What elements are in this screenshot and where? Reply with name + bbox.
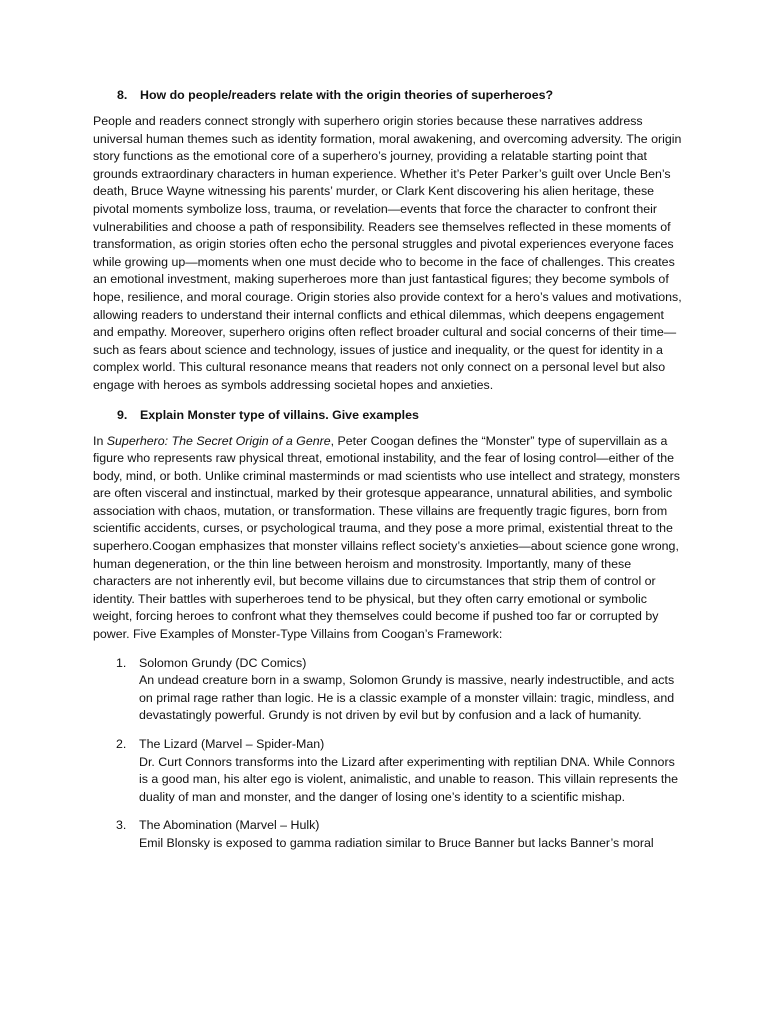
list-item-text: Emil Blonsky is exposed to gamma radiation similar to Bruce Banner but lacks Banner’s moral: [139, 835, 654, 850]
question-9-heading: [93, 406, 683, 424]
answer-9-text: , Peter Coogan defines the “Monster” type of supervillain as a figure who represents raw physical threat, emotional instability, and the fear of losing control—either of the body, mind, or both. Unlike criminal masterminds or mad scientists who use intellect and strategy, monsters are often visceral and instinctual, marked by their grotesque appearance, unnatural abilities, and symbolic association with chaos, mutation, or transformation. These villains are frequently tragic figures, born from scientific accidents, curses, or psychological trauma, and they pose a more primal, existential threat to the superhero.Coogan emphasizes that monster villains reflect society’s anxieties—about science gone wrong, human degeneration, or the thin line between heroism and monstrosity. Importantly, many of these characters are not inherently evil, but become villains due to circumstances that strip them of control or identity. Their battles with superheroes tend to be physical, but they often carry emotional or symbolic weight, forcing heroes to confront what they themselves could become if pushed too far or corrupted by power. Five Examples of Monster-Type Villains from Coogan’s Framework:: [93, 433, 680, 642]
answer-8-paragraph: People and readers connect strongly with superhero origin stories because these narratives address universal human themes such as identity formation, moral awakening, and overcoming adversity. The origin story functions as the emotional core of a superhero’s journey, providing a relatable starting point that grounds extraordinary characters in human experience. Whether it’s Peter Parker’s guilt over Uncle Ben’s death, Bruce Wayne witnessing his parents’ murder, or Clark Kent discovering his alien heritage, these pivotal moments symbolize loss, trauma, or revelation—events that force the character to confront their vulnerabilities and choose a path of responsibility. Readers see themselves reflected in these moments of transformation, as origin stories often echo the personal struggles and pivotal experiences everyone faces while growing up—moments when one must decide who to become in the face of challenges. This creates an emotional investment, making superheroes more than just fantastical figures; they become symbols of hope, resilience, and moral courage. Origin stories also provide context for a hero’s values and motivations, allowing readers to understand their internal conflicts and ethical dilemmas, which deepens engagement and empathy. Moreover, superhero origins often reflect broader cultural and social concerns of their time—such as fears about science and technology, issues of justice and inequality, or the quest for identity in a complex world. This cultural resonance means that readers not only connect on a personal level but also engage with heroes as symbols addressing societal hopes and anxieties.: [93, 114, 682, 392]
list-item-title: Solomon Grundy (DC Comics): [139, 655, 307, 670]
list-item: [93, 736, 683, 806]
list-item: [93, 817, 683, 852]
question-8-title: How do people/readers relate with the origin theories of superheroes?: [140, 88, 554, 102]
list-item-title: The Lizard (Marvel – Spider-Man): [139, 737, 325, 751]
list-item-number: 2.: [116, 737, 127, 751]
question-8-heading: [93, 86, 683, 104]
list-item-number: 3.: [116, 818, 127, 833]
list-item: [93, 655, 683, 725]
list-item-number: 1.: [116, 655, 127, 670]
answer-9-paragraph: [93, 433, 683, 644]
list-item-text: An undead creature born in a swamp, Solomon Grundy is massive, nearly indestructible, and acts on primal rage rather than logic. He is a classic example of a monster villain: tragic, mindless, and devastatingly powerful. Grundy is not driven by evil but by confusion and a lack of humanity.: [139, 673, 675, 723]
list-item-title: The Abomination (Marvel – Hulk): [139, 818, 320, 833]
document-page: [93, 86, 683, 864]
book-title: Superhero: The Secret Origin of a Genre: [106, 433, 331, 448]
question-9-number: 9.: [117, 407, 128, 422]
villain-examples-list: [93, 655, 683, 853]
question-8-number: 8.: [117, 88, 128, 102]
intro-prefix: In: [93, 433, 107, 448]
question-9-title: Explain Monster type of villains. Give examples: [140, 407, 419, 422]
list-item-text: Dr. Curt Connors transforms into the Lizard after experimenting with reptilian DNA. While Connors is a good man, his alter ego is violent, animalistic, and unable to reason. This villain represents the duality of man and monster, and the danger of losing one’s identity to a scientific mishap.: [139, 754, 679, 804]
